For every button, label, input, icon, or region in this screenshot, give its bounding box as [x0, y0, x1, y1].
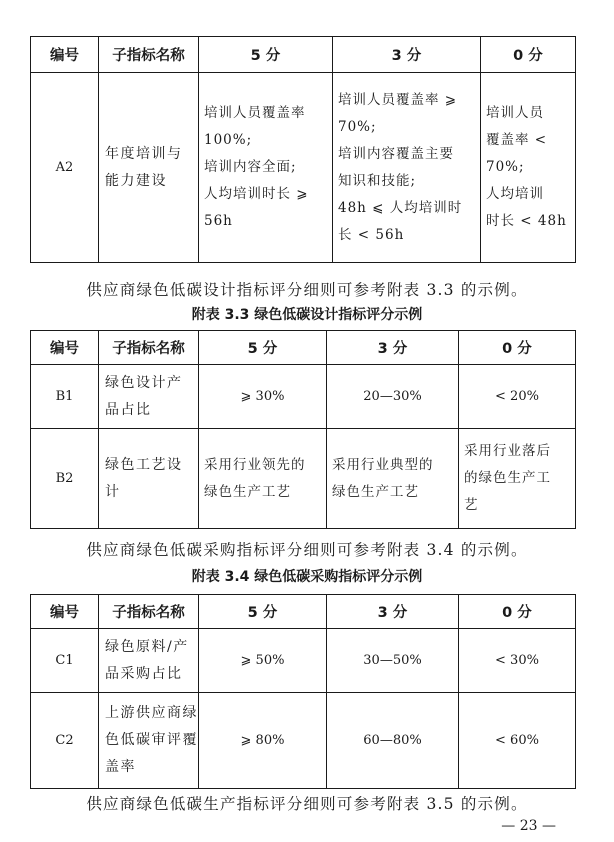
table-row [31, 365, 576, 429]
table-b-header-row [31, 331, 576, 365]
cell-line: 的绿色生产工 [464, 470, 551, 486]
cell-line: 绿色原料/产 [105, 638, 189, 655]
table-c-header-row [31, 595, 576, 629]
cell-line: 培训人员覆盖率 [204, 105, 306, 121]
row-score-3 [333, 73, 481, 263]
table-a-header-row [31, 37, 576, 73]
row-score-3: 20—30% [327, 365, 459, 429]
cell-line: 人均培训 [486, 186, 544, 202]
header-code: 编号 [31, 595, 99, 629]
header-score-0: 0 分 [459, 595, 576, 629]
table-row [31, 429, 576, 529]
paragraph-production-reference: 供应商绿色低碳生产指标评分细则可参考附表 3.5 的示例。 [86, 795, 528, 813]
cell-line: 56h [204, 213, 233, 229]
header-score-5: 5 分 [199, 595, 327, 629]
cell-line: 覆盖率 < [486, 132, 548, 148]
cell-line: 人均培训时长 ⩾ [204, 186, 309, 202]
cell-line: 艺 [464, 497, 479, 513]
paragraph-procurement-reference: 供应商绿色低碳采购指标评分细则可参考附表 3.4 的示例。 [86, 541, 528, 559]
cell-line: 盖率 [105, 759, 136, 775]
cell-line: 采用行业落后 [464, 443, 551, 459]
row-score-5: ⩾ 50% [199, 629, 327, 693]
row-code: B1 [31, 365, 99, 429]
row-code: A2 [31, 73, 99, 263]
cell-line: 48h ⩽ 人均培训时 [338, 199, 463, 216]
header-score-5: 5 分 [199, 331, 327, 365]
header-name: 子指标名称 [99, 331, 199, 365]
header-code: 编号 [31, 37, 99, 73]
row-name [99, 365, 199, 429]
cell-line: 计 [105, 483, 121, 500]
table-b-caption: 附表 3.3 绿色低碳设计指标评分示例 [191, 307, 423, 323]
cell-line: 知识和技能; [338, 172, 417, 189]
row-score-5 [199, 73, 333, 263]
row-code: C1 [31, 629, 99, 693]
table-row [31, 73, 576, 263]
row-score-0 [459, 429, 576, 529]
row-score-3: 60—80% [327, 693, 459, 789]
header-score-3: 3 分 [327, 331, 459, 365]
cell-line: 100%; [204, 132, 253, 148]
cell-line: 培训内容全面; [204, 159, 297, 175]
cell-line: 采用行业典型的 [332, 456, 434, 473]
cell-line: 能力建设 [105, 172, 167, 189]
cell-line: 培训人员覆盖率 ⩾ [338, 91, 458, 108]
cell-line: 采用行业领先的 [204, 456, 306, 473]
row-score-3 [327, 429, 459, 529]
row-score-5: ⩾ 30% [199, 365, 327, 429]
cell-line: 色低碳审评覆 [105, 732, 198, 748]
header-name: 子指标名称 [99, 595, 199, 629]
header-score-3: 3 分 [327, 595, 459, 629]
row-name [99, 429, 199, 529]
cell-line: 时长 < 48h [486, 213, 567, 229]
cell-line: 培训人员 [486, 105, 544, 121]
row-score-3: 30—50% [327, 629, 459, 693]
cell-line: 上游供应商绿 [105, 705, 198, 721]
row-score-0: < 30% [459, 629, 576, 693]
paragraph-design-reference: 供应商绿色低碳设计指标评分细则可参考附表 3.3 的示例。 [86, 281, 528, 299]
header-score-3: 3 分 [333, 37, 481, 73]
cell-line: 长 < 56h [338, 226, 405, 243]
header-score-5: 5 分 [199, 37, 333, 73]
row-score-5: ⩾ 80% [199, 693, 327, 789]
row-name [99, 73, 199, 263]
row-score-0 [481, 73, 576, 263]
cell-line: 绿色生产工艺 [332, 483, 419, 500]
cell-line: 绿色工艺设 [105, 456, 183, 473]
cell-line: 绿色生产工艺 [204, 483, 291, 500]
cell-line: 品占比 [105, 401, 152, 418]
cell-line: 绿色设计产 [105, 374, 183, 391]
table-row [31, 693, 576, 789]
cell-line: 70%; [338, 118, 377, 135]
table-c-caption: 附表 3.4 绿色低碳采购指标评分示例 [191, 569, 423, 585]
row-name [99, 693, 199, 789]
row-score-5 [199, 429, 327, 529]
cell-line: 培训内容覆盖主要 [338, 145, 454, 162]
table-row [31, 629, 576, 693]
table-b [30, 330, 576, 529]
row-code: C2 [31, 693, 99, 789]
header-name: 子指标名称 [99, 37, 199, 73]
page-number: — 23 — [501, 818, 556, 834]
table-c [30, 594, 576, 789]
cell-line: 年度培训与 [105, 145, 183, 162]
row-name [99, 629, 199, 693]
row-score-0: < 20% [459, 365, 576, 429]
header-score-0: 0 分 [459, 331, 576, 365]
cell-line: 品采购占比 [105, 665, 183, 682]
table-a [30, 36, 576, 263]
cell-line: 70%; [486, 159, 525, 175]
header-code: 编号 [31, 331, 99, 365]
row-code: B2 [31, 429, 99, 529]
header-score-0: 0 分 [481, 37, 576, 73]
row-score-0: < 60% [459, 693, 576, 789]
